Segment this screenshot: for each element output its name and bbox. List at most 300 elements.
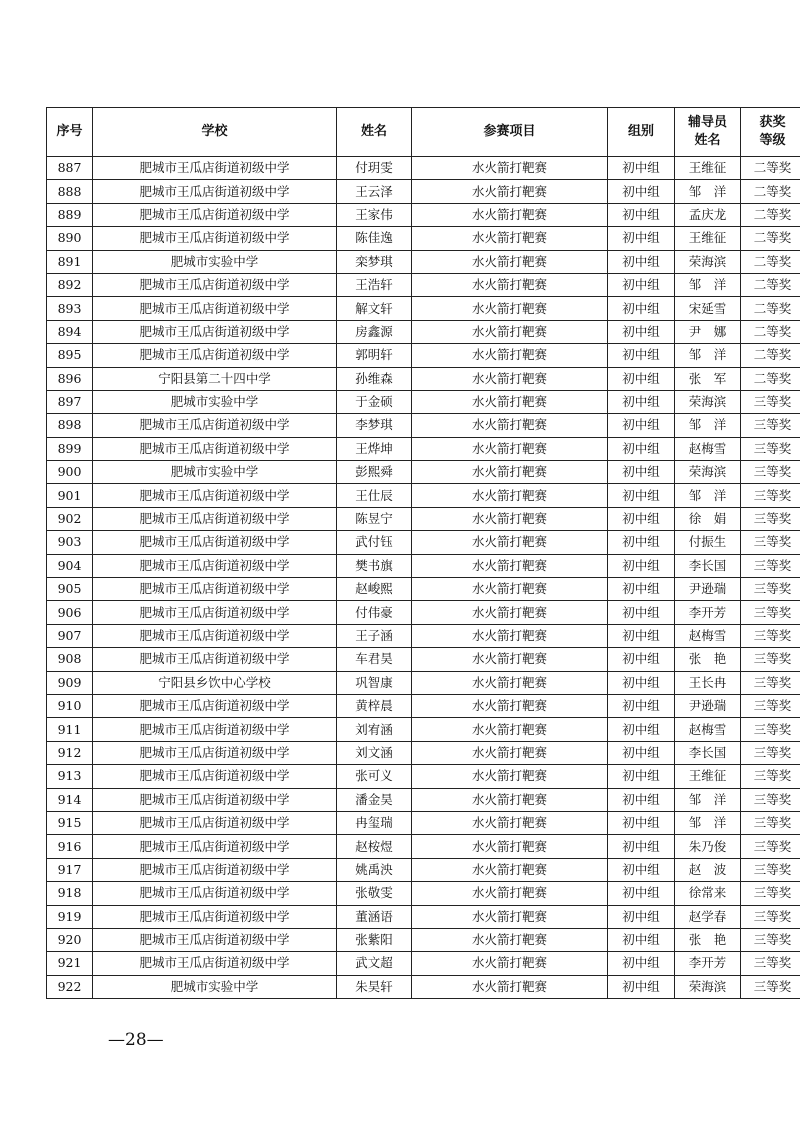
- cell-name: 于金硕: [337, 390, 412, 413]
- cell-no: 891: [47, 250, 93, 273]
- cell-award: 三等奖: [741, 928, 800, 951]
- cell-no: 920: [47, 928, 93, 951]
- cell-no: 893: [47, 297, 93, 320]
- cell-tutor: 邹 洋: [675, 273, 741, 296]
- cell-tutor: 王维征: [675, 765, 741, 788]
- cell-group: 初中组: [608, 250, 675, 273]
- cell-award: 三等奖: [741, 952, 800, 975]
- cell-award: 三等奖: [741, 741, 800, 764]
- table-row: [47, 975, 800, 998]
- cell-no: 900: [47, 461, 93, 484]
- cell-school: 肥城市王瓜店街道初级中学: [93, 297, 337, 320]
- cell-tutor: 张 军: [675, 367, 741, 390]
- cell-tutor: 王维征: [675, 227, 741, 250]
- cell-group: 初中组: [608, 601, 675, 624]
- cell-name: 李梦琪: [337, 414, 412, 437]
- cell-event: 水火箭打靶赛: [412, 320, 608, 343]
- cell-school: 肥城市实验中学: [93, 461, 337, 484]
- cell-name: 郭明轩: [337, 344, 412, 367]
- cell-group: 初中组: [608, 203, 675, 226]
- cell-award: 三等奖: [741, 601, 800, 624]
- table-row: [47, 157, 800, 180]
- cell-award: 二等奖: [741, 203, 800, 226]
- cell-award: 三等奖: [741, 414, 800, 437]
- cell-event: 水火箭打靶赛: [412, 367, 608, 390]
- cell-name: 王子涵: [337, 624, 412, 647]
- cell-event: 水火箭打靶赛: [412, 297, 608, 320]
- cell-school: 肥城市实验中学: [93, 390, 337, 413]
- cell-school: 肥城市王瓜店街道初级中学: [93, 414, 337, 437]
- cell-group: 初中组: [608, 578, 675, 601]
- cell-tutor: 李开芳: [675, 952, 741, 975]
- cell-name: 黄梓晨: [337, 694, 412, 717]
- table-row: [47, 203, 800, 226]
- cell-name: 姚禹泱: [337, 858, 412, 881]
- cell-no: 888: [47, 180, 93, 203]
- cell-no: 902: [47, 507, 93, 530]
- cell-group: 初中组: [608, 484, 675, 507]
- cell-event: 水火箭打靶赛: [412, 157, 608, 180]
- cell-event: 水火箭打靶赛: [412, 507, 608, 530]
- cell-event: 水火箭打靶赛: [412, 437, 608, 460]
- cell-school: 肥城市王瓜店街道初级中学: [93, 952, 337, 975]
- cell-group: 初中组: [608, 835, 675, 858]
- cell-group: 初中组: [608, 788, 675, 811]
- cell-name: 张可义: [337, 765, 412, 788]
- header-award-line2: 等级: [759, 133, 786, 148]
- cell-event: 水火箭打靶赛: [412, 905, 608, 928]
- cell-no: 898: [47, 414, 93, 437]
- cell-group: 初中组: [608, 320, 675, 343]
- cell-event: 水火箭打靶赛: [412, 578, 608, 601]
- table-row: [47, 741, 800, 764]
- cell-tutor: 荣海滨: [675, 461, 741, 484]
- cell-name: 栾梦琪: [337, 250, 412, 273]
- cell-name: 王家伟: [337, 203, 412, 226]
- cell-award: 三等奖: [741, 858, 800, 881]
- cell-event: 水火箭打靶赛: [412, 765, 608, 788]
- header-group: 组别: [608, 108, 675, 157]
- cell-group: 初中组: [608, 952, 675, 975]
- cell-no: 906: [47, 601, 93, 624]
- cell-school: 肥城市王瓜店街道初级中学: [93, 601, 337, 624]
- header-award-line1: 获奖: [759, 115, 786, 130]
- cell-no: 914: [47, 788, 93, 811]
- cell-event: 水火箭打靶赛: [412, 858, 608, 881]
- cell-tutor: 张 艳: [675, 928, 741, 951]
- header-no: 序号: [47, 108, 93, 157]
- cell-name: 朱昊轩: [337, 975, 412, 998]
- cell-group: 初中组: [608, 461, 675, 484]
- table-row: [47, 180, 800, 203]
- cell-tutor: 邹 洋: [675, 414, 741, 437]
- table-row: [47, 648, 800, 671]
- cell-award: 三等奖: [741, 835, 800, 858]
- cell-award: 二等奖: [741, 297, 800, 320]
- cell-award: 三等奖: [741, 437, 800, 460]
- table-row: [47, 507, 800, 530]
- table-row: [47, 601, 800, 624]
- cell-school: 宁阳县乡饮中心学校: [93, 671, 337, 694]
- cell-name: 付玥雯: [337, 157, 412, 180]
- cell-group: 初中组: [608, 180, 675, 203]
- cell-school: 肥城市王瓜店街道初级中学: [93, 180, 337, 203]
- header-school: 学校: [93, 108, 337, 157]
- cell-tutor: 徐常来: [675, 882, 741, 905]
- cell-name: 王仕辰: [337, 484, 412, 507]
- cell-no: 896: [47, 367, 93, 390]
- cell-school: 肥城市王瓜店街道初级中学: [93, 882, 337, 905]
- cell-name: 刘宥涵: [337, 718, 412, 741]
- cell-event: 水火箭打靶赛: [412, 741, 608, 764]
- cell-tutor: 邹 洋: [675, 811, 741, 834]
- cell-school: 肥城市王瓜店街道初级中学: [93, 273, 337, 296]
- cell-name: 付伟豪: [337, 601, 412, 624]
- cell-group: 初中组: [608, 718, 675, 741]
- cell-name: 陈昱宁: [337, 507, 412, 530]
- cell-school: 肥城市王瓜店街道初级中学: [93, 507, 337, 530]
- table-row: [47, 718, 800, 741]
- cell-event: 水火箭打靶赛: [412, 531, 608, 554]
- cell-event: 水火箭打靶赛: [412, 928, 608, 951]
- table-row: [47, 624, 800, 647]
- cell-tutor: 赵梅雪: [675, 437, 741, 460]
- cell-event: 水火箭打靶赛: [412, 554, 608, 577]
- cell-tutor: 张 艳: [675, 648, 741, 671]
- cell-name: 王浩轩: [337, 273, 412, 296]
- cell-group: 初中组: [608, 882, 675, 905]
- table-row: [47, 273, 800, 296]
- table-row: [47, 320, 800, 343]
- page-number: —28—: [108, 1030, 164, 1050]
- cell-tutor: 邹 洋: [675, 788, 741, 811]
- header-tutor-line1: 辅导员: [687, 115, 727, 130]
- cell-school: 肥城市王瓜店街道初级中学: [93, 648, 337, 671]
- cell-tutor: 邹 洋: [675, 344, 741, 367]
- cell-school: 肥城市王瓜店街道初级中学: [93, 320, 337, 343]
- table-row: [47, 671, 800, 694]
- cell-no: 892: [47, 273, 93, 296]
- cell-group: 初中组: [608, 694, 675, 717]
- table-row: [47, 905, 800, 928]
- cell-event: 水火箭打靶赛: [412, 414, 608, 437]
- cell-award: 三等奖: [741, 905, 800, 928]
- cell-award: 二等奖: [741, 250, 800, 273]
- table-row: [47, 344, 800, 367]
- cell-tutor: 赵 波: [675, 858, 741, 881]
- cell-group: 初中组: [608, 765, 675, 788]
- cell-award: 二等奖: [741, 344, 800, 367]
- cell-school: 肥城市王瓜店街道初级中学: [93, 437, 337, 460]
- cell-name: 巩智康: [337, 671, 412, 694]
- cell-group: 初中组: [608, 531, 675, 554]
- table-row: [47, 882, 800, 905]
- cell-event: 水火箭打靶赛: [412, 180, 608, 203]
- cell-no: 903: [47, 531, 93, 554]
- cell-no: 922: [47, 975, 93, 998]
- cell-tutor: 李开芳: [675, 601, 741, 624]
- table-row: [47, 694, 800, 717]
- table-row: [47, 297, 800, 320]
- cell-award: 二等奖: [741, 180, 800, 203]
- cell-event: 水火箭打靶赛: [412, 811, 608, 834]
- cell-event: 水火箭打靶赛: [412, 461, 608, 484]
- cell-name: 刘文涵: [337, 741, 412, 764]
- cell-award: 三等奖: [741, 648, 800, 671]
- cell-school: 肥城市王瓜店街道初级中学: [93, 788, 337, 811]
- cell-school: 肥城市王瓜店街道初级中学: [93, 484, 337, 507]
- cell-name: 张紫阳: [337, 928, 412, 951]
- cell-award: 三等奖: [741, 975, 800, 998]
- cell-tutor: 孟庆龙: [675, 203, 741, 226]
- cell-group: 初中组: [608, 905, 675, 928]
- cell-tutor: 尹逊瑞: [675, 694, 741, 717]
- cell-event: 水火箭打靶赛: [412, 390, 608, 413]
- cell-school: 肥城市王瓜店街道初级中学: [93, 718, 337, 741]
- cell-event: 水火箭打靶赛: [412, 788, 608, 811]
- cell-event: 水火箭打靶赛: [412, 882, 608, 905]
- cell-name: 陈佳逸: [337, 227, 412, 250]
- cell-name: 彭熙舜: [337, 461, 412, 484]
- cell-no: 889: [47, 203, 93, 226]
- cell-award: 三等奖: [741, 507, 800, 530]
- cell-group: 初中组: [608, 367, 675, 390]
- cell-tutor: 李长国: [675, 741, 741, 764]
- cell-award: 三等奖: [741, 390, 800, 413]
- table-row: [47, 578, 800, 601]
- cell-group: 初中组: [608, 648, 675, 671]
- cell-group: 初中组: [608, 811, 675, 834]
- awards-table: [46, 107, 800, 999]
- table-header-row: [47, 108, 800, 157]
- cell-name: 张敬雯: [337, 882, 412, 905]
- table-row: [47, 250, 800, 273]
- cell-group: 初中组: [608, 344, 675, 367]
- cell-event: 水火箭打靶赛: [412, 718, 608, 741]
- cell-award: 二等奖: [741, 227, 800, 250]
- cell-tutor: 赵梅雪: [675, 718, 741, 741]
- cell-name: 赵峻熙: [337, 578, 412, 601]
- cell-group: 初中组: [608, 928, 675, 951]
- cell-name: 潘金昊: [337, 788, 412, 811]
- cell-award: 三等奖: [741, 882, 800, 905]
- cell-name: 樊书旗: [337, 554, 412, 577]
- table-row: [47, 390, 800, 413]
- cell-no: 904: [47, 554, 93, 577]
- cell-tutor: 荣海滨: [675, 390, 741, 413]
- table-row: [47, 928, 800, 951]
- cell-event: 水火箭打靶赛: [412, 484, 608, 507]
- header-name: 姓名: [337, 108, 412, 157]
- cell-award: 三等奖: [741, 484, 800, 507]
- cell-group: 初中组: [608, 624, 675, 647]
- cell-no: 921: [47, 952, 93, 975]
- cell-group: 初中组: [608, 437, 675, 460]
- cell-award: 二等奖: [741, 320, 800, 343]
- cell-tutor: 尹 娜: [675, 320, 741, 343]
- cell-school: 肥城市王瓜店街道初级中学: [93, 835, 337, 858]
- cell-event: 水火箭打靶赛: [412, 694, 608, 717]
- cell-tutor: 赵学春: [675, 905, 741, 928]
- header-tutor: [675, 108, 741, 157]
- cell-no: 890: [47, 227, 93, 250]
- cell-tutor: 王维征: [675, 157, 741, 180]
- cell-award: 三等奖: [741, 694, 800, 717]
- cell-name: 王云泽: [337, 180, 412, 203]
- cell-no: 917: [47, 858, 93, 881]
- cell-tutor: 李长国: [675, 554, 741, 577]
- header-award: [741, 108, 800, 157]
- cell-no: 909: [47, 671, 93, 694]
- cell-school: 肥城市王瓜店街道初级中学: [93, 741, 337, 764]
- cell-award: 二等奖: [741, 157, 800, 180]
- cell-event: 水火箭打靶赛: [412, 344, 608, 367]
- table-body: [47, 157, 800, 999]
- cell-group: 初中组: [608, 273, 675, 296]
- cell-school: 肥城市实验中学: [93, 975, 337, 998]
- cell-tutor: 宋延雪: [675, 297, 741, 320]
- cell-award: 三等奖: [741, 578, 800, 601]
- table-row: [47, 765, 800, 788]
- cell-school: 肥城市王瓜店街道初级中学: [93, 554, 337, 577]
- cell-no: 907: [47, 624, 93, 647]
- table-row: [47, 461, 800, 484]
- cell-award: 三等奖: [741, 624, 800, 647]
- cell-event: 水火箭打靶赛: [412, 952, 608, 975]
- cell-school: 肥城市王瓜店街道初级中学: [93, 928, 337, 951]
- cell-no: 919: [47, 905, 93, 928]
- cell-no: 894: [47, 320, 93, 343]
- cell-event: 水火箭打靶赛: [412, 273, 608, 296]
- cell-name: 王烨坤: [337, 437, 412, 460]
- cell-award: 二等奖: [741, 367, 800, 390]
- cell-tutor: 荣海滨: [675, 250, 741, 273]
- cell-no: 918: [47, 882, 93, 905]
- cell-school: 肥城市王瓜店街道初级中学: [93, 531, 337, 554]
- cell-name: 董涵语: [337, 905, 412, 928]
- table-row: [47, 788, 800, 811]
- table-row: [47, 858, 800, 881]
- table-row: [47, 484, 800, 507]
- cell-event: 水火箭打靶赛: [412, 601, 608, 624]
- cell-event: 水火箭打靶赛: [412, 227, 608, 250]
- cell-school: 肥城市王瓜店街道初级中学: [93, 344, 337, 367]
- table-row: [47, 811, 800, 834]
- cell-school: 肥城市王瓜店街道初级中学: [93, 578, 337, 601]
- table-row: [47, 835, 800, 858]
- cell-award: 三等奖: [741, 788, 800, 811]
- cell-school: 肥城市王瓜店街道初级中学: [93, 811, 337, 834]
- cell-group: 初中组: [608, 741, 675, 764]
- cell-name: 房鑫源: [337, 320, 412, 343]
- table-row: [47, 227, 800, 250]
- cell-name: 武文超: [337, 952, 412, 975]
- cell-no: 899: [47, 437, 93, 460]
- cell-group: 初中组: [608, 227, 675, 250]
- cell-name: 车君昊: [337, 648, 412, 671]
- cell-no: 895: [47, 344, 93, 367]
- cell-school: 肥城市王瓜店街道初级中学: [93, 157, 337, 180]
- cell-award: 三等奖: [741, 718, 800, 741]
- cell-no: 897: [47, 390, 93, 413]
- cell-group: 初中组: [608, 554, 675, 577]
- cell-event: 水火箭打靶赛: [412, 835, 608, 858]
- cell-group: 初中组: [608, 507, 675, 530]
- cell-event: 水火箭打靶赛: [412, 250, 608, 273]
- cell-name: 武付钰: [337, 531, 412, 554]
- cell-tutor: 徐 娟: [675, 507, 741, 530]
- table-row: [47, 554, 800, 577]
- cell-no: 915: [47, 811, 93, 834]
- cell-event: 水火箭打靶赛: [412, 624, 608, 647]
- cell-award: 三等奖: [741, 671, 800, 694]
- cell-no: 901: [47, 484, 93, 507]
- cell-tutor: 邹 洋: [675, 180, 741, 203]
- cell-tutor: 赵梅雪: [675, 624, 741, 647]
- table-row: [47, 952, 800, 975]
- header-tutor-line2: 姓名: [694, 133, 721, 148]
- cell-event: 水火箭打靶赛: [412, 203, 608, 226]
- cell-tutor: 尹逊瑞: [675, 578, 741, 601]
- table-row: [47, 414, 800, 437]
- cell-tutor: 朱乃俊: [675, 835, 741, 858]
- cell-no: 905: [47, 578, 93, 601]
- cell-group: 初中组: [608, 390, 675, 413]
- table-row: [47, 437, 800, 460]
- cell-group: 初中组: [608, 297, 675, 320]
- cell-school: 肥城市王瓜店街道初级中学: [93, 203, 337, 226]
- cell-name: 冉玺瑞: [337, 811, 412, 834]
- table-row: [47, 531, 800, 554]
- cell-group: 初中组: [608, 975, 675, 998]
- cell-award: 二等奖: [741, 273, 800, 296]
- cell-event: 水火箭打靶赛: [412, 671, 608, 694]
- cell-event: 水火箭打靶赛: [412, 975, 608, 998]
- cell-school: 肥城市王瓜店街道初级中学: [93, 765, 337, 788]
- table-row: [47, 367, 800, 390]
- cell-group: 初中组: [608, 671, 675, 694]
- header-event: 参赛项目: [412, 108, 608, 157]
- cell-award: 三等奖: [741, 531, 800, 554]
- cell-no: 911: [47, 718, 93, 741]
- cell-no: 887: [47, 157, 93, 180]
- cell-tutor: 荣海滨: [675, 975, 741, 998]
- cell-no: 916: [47, 835, 93, 858]
- cell-school: 肥城市王瓜店街道初级中学: [93, 227, 337, 250]
- cell-group: 初中组: [608, 157, 675, 180]
- cell-tutor: 付振生: [675, 531, 741, 554]
- cell-award: 三等奖: [741, 554, 800, 577]
- cell-tutor: 王长冉: [675, 671, 741, 694]
- cell-school: 肥城市王瓜店街道初级中学: [93, 858, 337, 881]
- cell-no: 913: [47, 765, 93, 788]
- cell-school: 肥城市王瓜店街道初级中学: [93, 624, 337, 647]
- cell-award: 三等奖: [741, 765, 800, 788]
- awards-table-container: [46, 107, 792, 999]
- cell-tutor: 邹 洋: [675, 484, 741, 507]
- cell-event: 水火箭打靶赛: [412, 648, 608, 671]
- cell-no: 910: [47, 694, 93, 717]
- cell-no: 912: [47, 741, 93, 764]
- cell-school: 宁阳县第二十四中学: [93, 367, 337, 390]
- cell-name: 解文轩: [337, 297, 412, 320]
- cell-group: 初中组: [608, 414, 675, 437]
- cell-name: 赵桉煜: [337, 835, 412, 858]
- cell-no: 908: [47, 648, 93, 671]
- cell-school: 肥城市实验中学: [93, 250, 337, 273]
- cell-award: 三等奖: [741, 461, 800, 484]
- cell-school: 肥城市王瓜店街道初级中学: [93, 905, 337, 928]
